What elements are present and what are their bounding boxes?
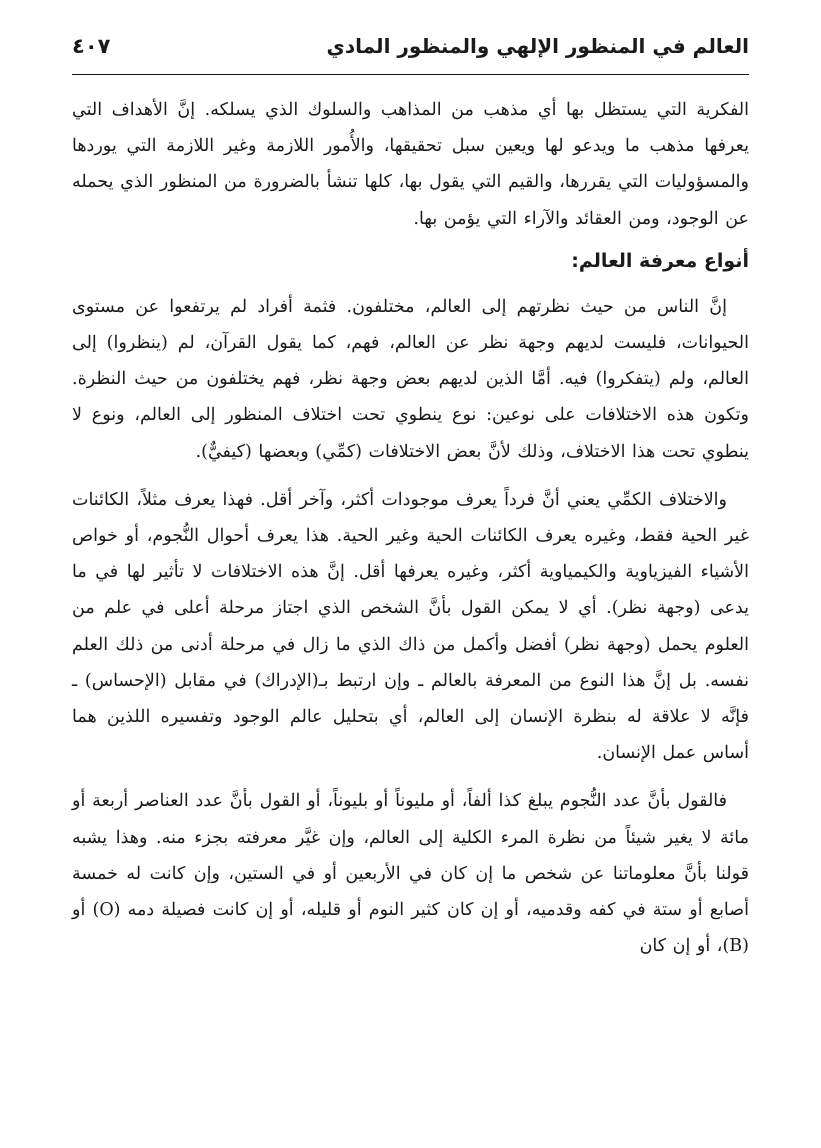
- header-divider: [72, 74, 749, 75]
- paragraph-2: إنَّ الناس من حيث نظرتهم إلى العالم، مختلفون. فثمة أفراد لم يرتفعوا عن مستوى الحيوانات، فليست لديهم وجهة نظر عن العالم، فهم، كما يقول القرآن، لم (ينظروا) إلى العالم، ولم (يتفكروا) فيه. أمَّا الذين لديهم بعض وجهة نظر، فهم يختلفون من حيث النظرة. وتكون هذه الاختلافات على نوعين: نوع ينطوي تحت اختلاف المنظور إلى العالم، ونوع لا ينطوي تحت هذا الاختلاف، وذلك لأنَّ بعض الاختلافات (كمِّي) وبعضها (كيفيٌّ).: [72, 296, 749, 462]
- running-header: [72, 26, 749, 66]
- body-text: [72, 92, 749, 964]
- paragraph-4: فالقول بأنَّ عدد النُّجوم يبلغ كذا ألفاً، أو مليوناً أو بليوناً، أو القول بأنَّ عدد العناصر أربعة أو مائة لا يغير شيئاً من نظرة المرء الكلية إلى العالم، وإن غيَّر معرفته بجزء منه. وهذا يشبه قولنا بأنَّ معلوماتنا عن شخص ما إن كان في الأربعين أو في الستين، وإن كانت له خمسة أصابع أو ستة في كفه وقدميه، أو إن كان كثير النوم أو قليله، أو إن كانت فصيلة دمه (O) أو (B)، أو إن كان: [72, 791, 749, 957]
- section-heading: أنواع معرفة العالم:: [571, 249, 749, 272]
- page-number: ٤٠٧: [72, 34, 111, 58]
- running-title: العالم في المنظور الإلهي والمنظور المادي: [326, 34, 749, 58]
- paragraph-1: الفكرية التي يستظل بها أي مذهب من المذاهب والسلوك الذي يسلكه. إنَّ الأهداف التي يعرفها مذهب ما ويدعو لها ويعين سبل تحقيقها، والأُمور اللازمة وغير اللازمة التي يوردها والمسؤوليات التي يقررها، والقيم التي يقول بها، كلها تنشأ بالضرورة من المنظور الذي يحمله عن الوجود، ومن العقائد والآراء التي يؤمن بها.: [72, 100, 749, 229]
- paragraph-3: والاختلاف الكمِّي يعني أنَّ فرداً يعرف موجودات أكثر، وآخر أقل. فهذا يعرف مثلاً، الكائنات غير الحية فقط، وغيره يعرف الكائنات الحية وغير الحية. هذا يعرف أحوال النُّجوم، أو خواص الأشياء الفيزياوية والكيمياوية أكثر، وغيره يعرفها أقل. إنَّ هذه الاختلافات لا تأثير لها في ما يدعى (وجهة نظر). أي لا يمكن القول بأنَّ الشخص الذي اجتاز مرحلة أعلى في علم من العلوم يحمل (وجهة نظر) أفضل وأكمل من ذاك الذي ما زال في مرحلة أدنى من ذلك العلم نفسه. بل إنَّ هذا النوع من المعرفة بالعالم ـ وإن ارتبط بـ(الإدراك) في مقابل (الإحساس) ـ فإنَّه لا علاقة له بنظرة الإنسان إلى العالم، أي بتحليل عالم الوجود وتفسيره اللذين هما أساس عمل الإنسان.: [72, 489, 749, 764]
